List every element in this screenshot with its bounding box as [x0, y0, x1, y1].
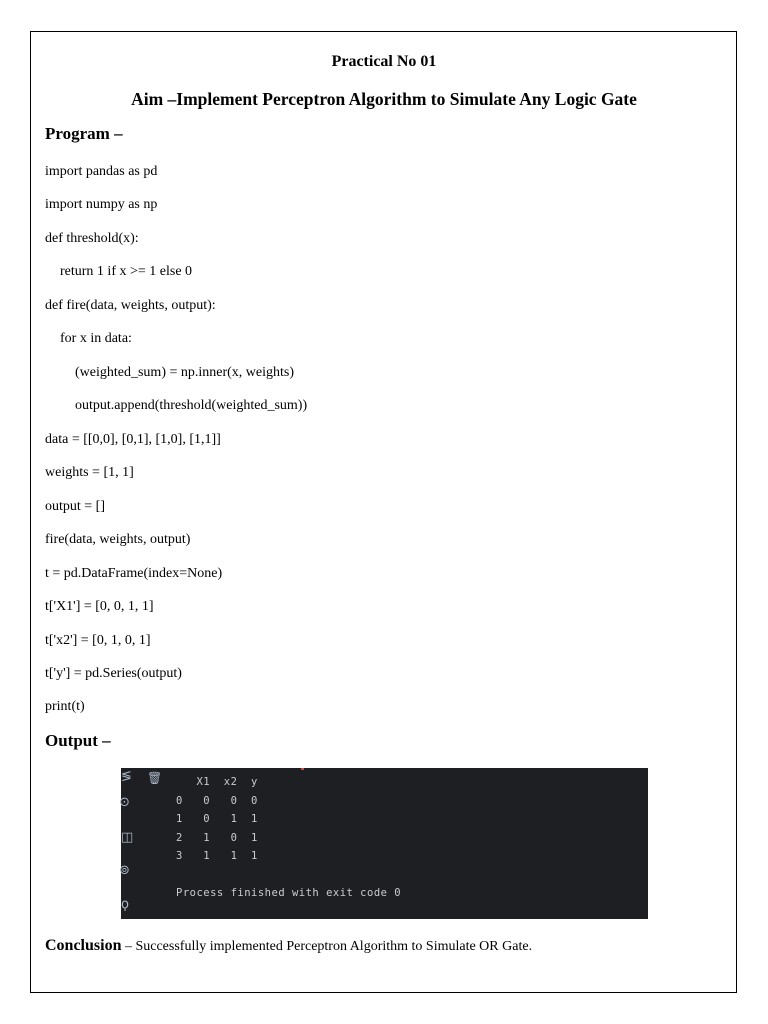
terminal-output-screenshot [121, 768, 648, 919]
code-line: weights = [1, 1] [45, 465, 134, 480]
code-line: t = pd.DataFrame(index=None) [45, 566, 223, 581]
code-line: t['X1'] = [0, 0, 1, 1] [45, 599, 154, 614]
code-line: output = [] [45, 499, 105, 514]
console-icon: ◫ [121, 830, 134, 845]
trash-icon: 🗑 [147, 771, 163, 785]
aim-heading: Aim –Implement Perceptron Algorithm to Simulate Any Logic Gate [131, 89, 637, 109]
wrap-icon: ≶ [121, 769, 132, 784]
code-line: (weighted_sum) = np.inner(x, weights) [75, 365, 295, 380]
scroll-marker [301, 768, 304, 770]
code-line: for x in data: [60, 331, 132, 346]
terminal-line: 3 1 1 1 [176, 850, 258, 862]
page-title: Practical No 01 [331, 53, 437, 70]
program-heading: Program – [45, 124, 123, 143]
conclusion-label: Conclusion [45, 937, 122, 954]
code-line: t['x2'] = [0, 1, 0, 1] [45, 633, 151, 648]
step-icon: ⊙ [119, 795, 130, 810]
code-line: t['y'] = pd.Series(output) [45, 666, 182, 681]
settings-icon: ⊚ [119, 863, 130, 878]
conclusion-text: – Successfully implemented Perceptron Algorithm to Simulate OR Gate. [121, 939, 533, 954]
code-line: import pandas as pd [45, 164, 158, 179]
code-line: return 1 if x >= 1 else 0 [60, 264, 193, 279]
terminal-gutter [121, 768, 153, 919]
code-line: def threshold(x): [45, 231, 139, 246]
code-line: output.append(threshold(weighted_sum)) [75, 398, 308, 413]
code-line: fire(data, weights, output) [45, 532, 191, 547]
conclusion [45, 937, 532, 955]
code-line: import numpy as np [45, 197, 158, 212]
code-line: print(t) [45, 699, 85, 714]
terminal-line: 0 0 0 0 [176, 795, 258, 807]
pin-icon: ϙ [121, 897, 129, 912]
code-line: def fire(data, weights, output): [45, 298, 216, 313]
terminal-line: 1 0 1 1 [176, 813, 258, 825]
terminal-line: Process finished with exit code 0 [176, 887, 402, 899]
output-heading: Output – [45, 731, 111, 750]
code-line: data = [[0,0], [0,1], [1,0], [1,1]] [45, 432, 221, 447]
terminal-line: 2 1 0 1 [176, 832, 258, 844]
terminal-line: X1 x2 y [176, 776, 258, 788]
